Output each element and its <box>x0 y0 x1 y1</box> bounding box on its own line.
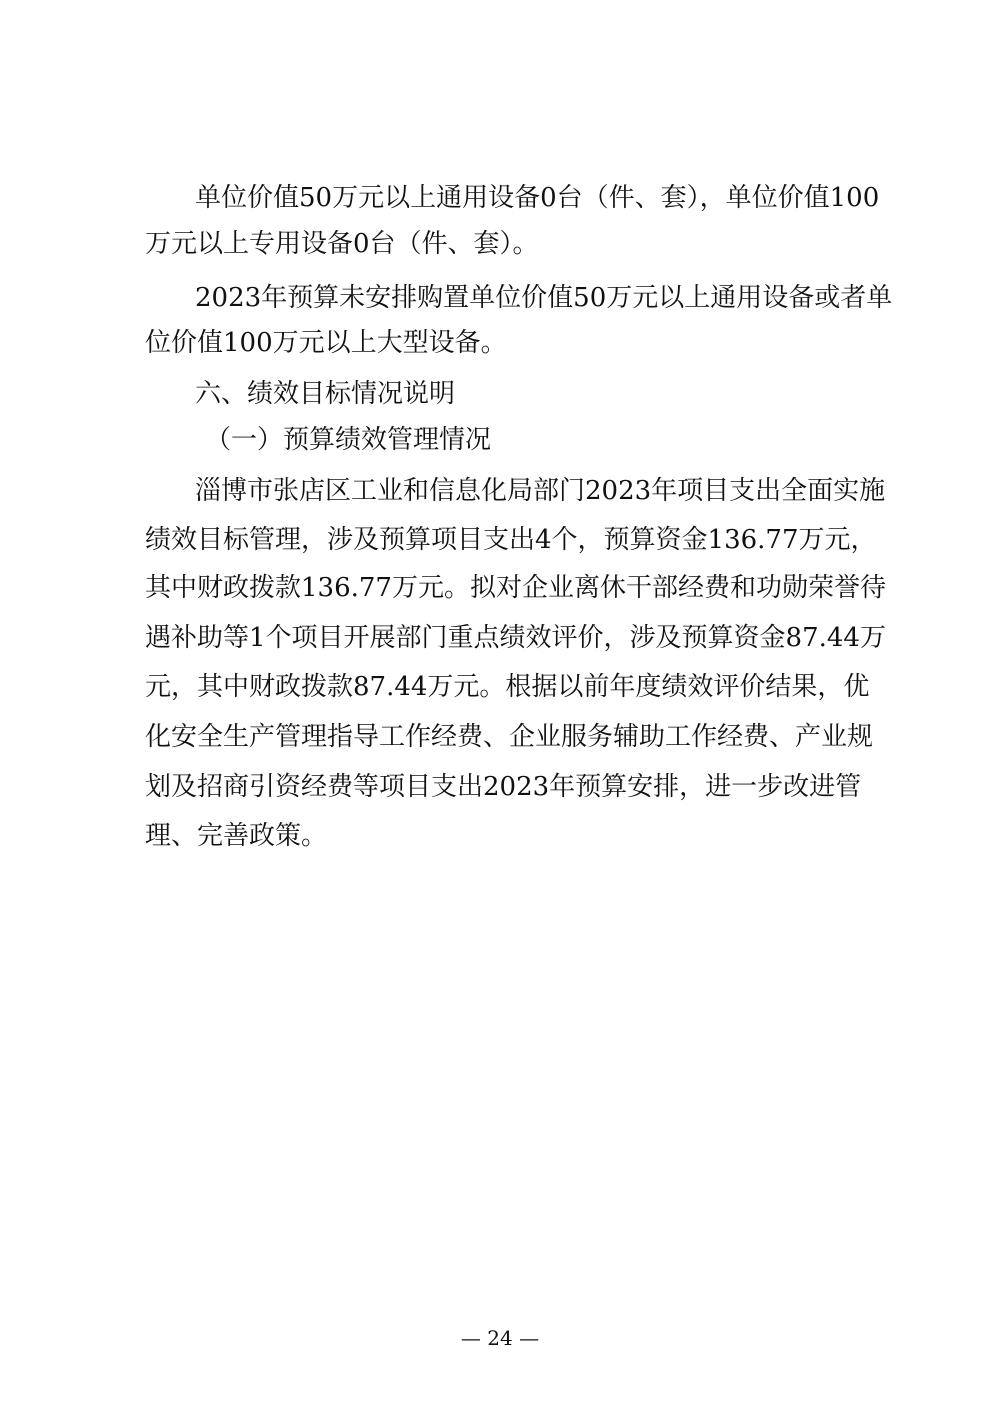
paragraph-equipment-line-1: 单位价值50万元以上通用设备0台（件、套），单位价值100 <box>195 183 880 213</box>
paragraph-performance-line-4: 遇补助等1个项目开展部门重点绩效评价，涉及预算资金87.44万 <box>145 623 886 653</box>
paragraph-performance-line-6: 化安全生产管理指导工作经费、企业服务辅助工作经费、产业规 <box>145 722 874 752</box>
page-number: — 24 — <box>460 1326 540 1350</box>
paragraph-performance-line-3: 其中财政拨款136.77万元。拟对企业离休干部经费和功勋荣誉待 <box>145 573 886 603</box>
paragraph-performance-line-5: 元，其中财政拨款87.44万元。根据以前年度绩效评价结果，优 <box>145 672 870 702</box>
paragraph-budget-line-2: 位价值100万元以上大型设备。 <box>145 328 507 358</box>
subsection-heading: （一）预算绩效管理情况 <box>205 425 492 455</box>
paragraph-performance-line-2: 绩效目标管理，涉及预算项目支出4个，预算资金136.77万元， <box>145 525 877 555</box>
paragraph-performance-line-1: 淄博市张店区工业和信息化局部门2023年项目支出全面实施 <box>195 476 886 506</box>
paragraph-equipment-line-2: 万元以上专用设备0台（件、套）。 <box>145 229 539 259</box>
paragraph-budget-line-1: 2023年预算未安排购置单位价值50万元以上通用设备或者单 <box>195 283 893 313</box>
paragraph-performance-line-8: 理、完善政策。 <box>145 821 328 851</box>
section-heading: 六、绩效目标情况说明 <box>195 379 456 409</box>
paragraph-performance-line-7: 划及招商引资经费等项目支出2023年预算安排，进一步改进管 <box>145 772 862 802</box>
